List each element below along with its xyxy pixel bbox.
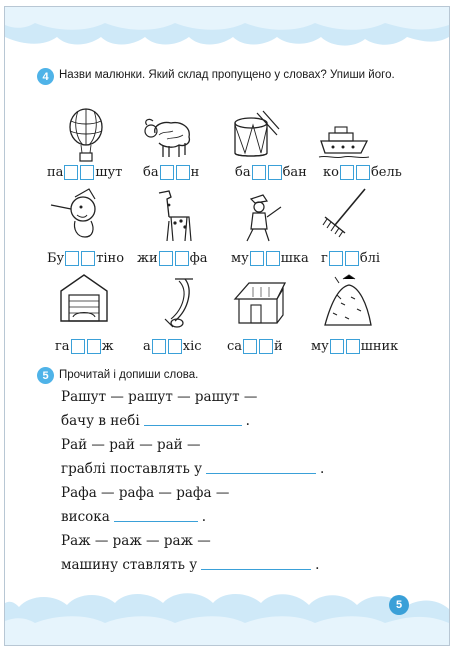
drum-icon [227,109,281,165]
page-number: 5 [389,595,409,615]
line-text: висока [61,509,110,525]
syllable-box[interactable] [250,251,264,266]
line-end: . [201,509,207,525]
word-prefix: г [321,251,328,266]
pinocchio-icon [49,187,103,243]
task-number-badge: 4 [37,68,54,85]
line-text: Рай — рай — рай — [61,437,201,453]
word-suffix: й [274,339,283,354]
word-item [137,251,208,266]
word-prefix: а [143,339,151,354]
syllable-box[interactable] [252,165,266,180]
poem-line [61,485,229,501]
line-end: . [245,413,250,429]
word-item [55,339,114,354]
shed-icon [233,275,287,331]
poem-line [61,413,250,429]
word-prefix: му [311,339,329,354]
ram-icon [141,111,195,167]
poem-line [61,389,257,405]
word-prefix: па [47,165,64,180]
word-item [323,165,402,180]
giraffe-icon [149,187,203,243]
cloud-border-top [5,7,449,57]
word-item [47,251,124,266]
task-instruction: Прочитай і допиши слова. [59,369,199,381]
poem-line [61,533,211,549]
word-prefix: ба [143,165,159,180]
word-item [311,339,398,354]
poem-line [61,557,319,573]
word-prefix: Бу [47,251,65,266]
word-prefix: жи [137,251,158,266]
syllable-box[interactable] [330,339,344,354]
syllable-box[interactable] [80,165,94,180]
word-item [143,165,199,180]
line-text: машину ставлять у [61,557,198,573]
word-suffix: шут [95,165,123,180]
word-suffix: блі [359,251,381,266]
sword-icon [149,275,203,331]
rake-icon [317,185,371,241]
poem-line [61,461,324,477]
word-suffix: тіно [96,251,125,266]
word-item [227,339,283,354]
musketeer-icon [233,189,287,245]
syllable-box[interactable] [81,251,95,266]
syllable-box[interactable] [340,165,354,180]
word-suffix: шка [280,251,309,266]
word-suffix: шник [360,339,399,354]
syllable-box[interactable] [266,251,280,266]
word-item [321,251,380,266]
word-prefix: ко [323,165,339,180]
poem-line [61,437,200,453]
answer-blank[interactable] [114,520,198,522]
syllable-box[interactable] [175,251,189,266]
word-suffix: бан [282,165,307,180]
workbook-page [4,6,450,646]
word-prefix: са [227,339,243,354]
syllable-box[interactable] [159,251,173,266]
line-text: Рашут — рашут — рашут — [61,389,258,405]
anthill-icon [321,273,375,329]
word-suffix: н [190,165,200,180]
syllable-box[interactable] [152,339,166,354]
word-suffix: хіс [182,339,202,354]
syllable-box[interactable] [329,251,343,266]
poem-line [61,509,206,525]
word-prefix: му [231,251,249,266]
line-end: . [315,557,320,573]
word-item [143,339,202,354]
line-text: граблі поставлять у [61,461,203,477]
syllable-box[interactable] [160,165,174,180]
syllable-box[interactable] [259,339,273,354]
answer-blank[interactable] [201,568,311,570]
cloud-border-bottom [5,583,449,645]
answer-blank[interactable] [206,472,316,474]
line-text: Рафа — рафа — рафа — [61,485,230,501]
task-instruction: Назви малюнки. Який склад пропущено у словах? Упиши його. [59,69,395,81]
syllable-box[interactable] [346,339,360,354]
garage-icon [57,271,111,327]
syllable-box[interactable] [345,251,359,266]
syllable-box[interactable] [243,339,257,354]
syllable-box[interactable] [64,165,78,180]
ship-icon [317,111,371,167]
syllable-box[interactable] [87,339,101,354]
word-prefix: га [55,339,70,354]
word-item [231,251,309,266]
line-text: Раж — раж — раж — [61,533,211,549]
balloon-icon [59,107,113,163]
line-end: . [320,461,325,477]
syllable-box[interactable] [268,165,282,180]
word-item [47,165,122,180]
word-item [235,165,307,180]
word-prefix: ба [235,165,251,180]
syllable-box[interactable] [176,165,190,180]
word-suffix: ж [101,339,114,354]
answer-blank[interactable] [144,424,242,426]
syllable-box[interactable] [71,339,85,354]
syllable-box[interactable] [168,339,182,354]
syllable-box[interactable] [65,251,79,266]
word-suffix: фа [189,251,208,266]
task-number-badge: 5 [37,367,54,384]
line-text: бачу в небі [61,413,140,429]
syllable-box[interactable] [356,165,370,180]
word-suffix: бель [370,165,402,180]
